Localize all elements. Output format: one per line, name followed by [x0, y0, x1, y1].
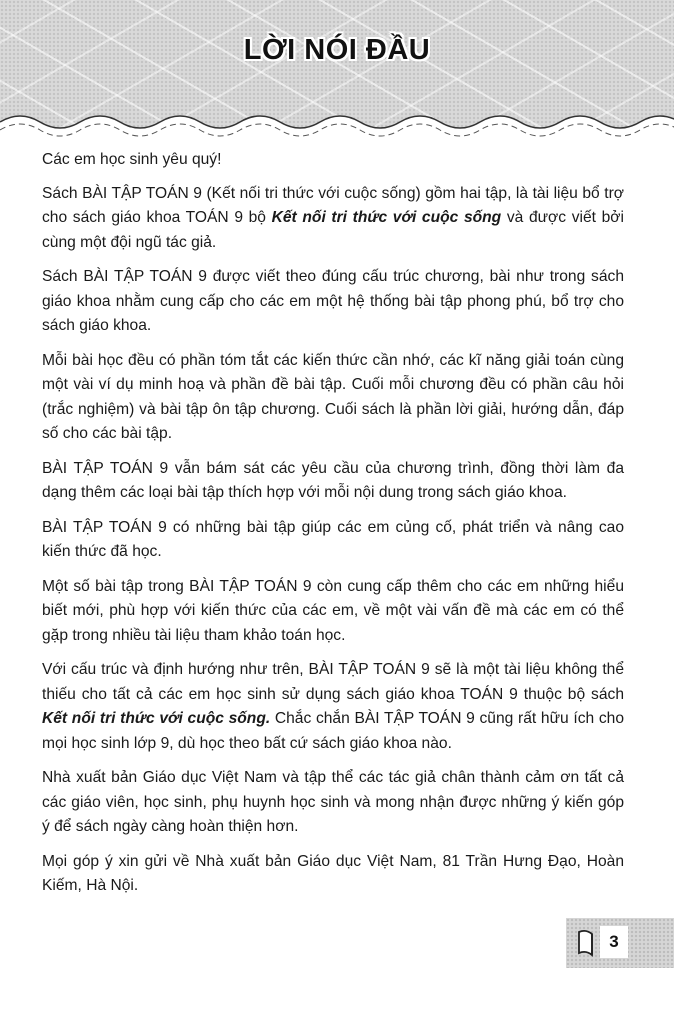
paragraph-1-text-b: và được viết bởi cùng một đội ngũ tác giả. — [42, 209, 624, 251]
paragraph-1 — [42, 182, 624, 256]
paragraph-4: BÀI TẬP TOÁN 9 vẫn bám sát các yêu cầu của chương trình, đồng thời làm đa dạng thêm các loại bài tập thích hợp với mỗi nội dung trong sách giáo khoa. — [42, 459, 624, 501]
paragraph-7 — [42, 658, 624, 756]
paragraph-6: Một số bài tập trong BÀI TẬP TOÁN 9 còn cung cấp thêm cho các em những hiểu biết mới, phù hợp với kiến thức của các em, về một vài vấn đề mà các em có thể gặp trong nhiều tài liệu tham khảo toán học. — [42, 577, 624, 644]
paragraph-5: BÀI TẬP TOÁN 9 có những bài tập giúp các em củng cố, phát triển và nâng cao kiến thức đã học. — [42, 518, 624, 560]
preface-body — [42, 148, 624, 909]
paragraph-8: Nhà xuất bản Giáo dục Việt Nam và tập thể các tác giả chân thành cảm ơn tất cả các giáo viên, học sinh, phụ huynh học sinh và mong nhận được những ý kiến góp ý để sách ngày càng hoàn thiện hơn. — [42, 769, 624, 835]
page-number: 3 — [600, 926, 628, 958]
paragraph-2: Sách BÀI TẬP TOÁN 9 được viết theo đúng cấu trúc chương, bài như trong sách giáo khoa nhằm cung cấp cho các em một hệ thống bài tập phong phú, bổ trợ cho sách giáo khoa. — [42, 268, 624, 334]
page-title: LỜI NÓI ĐẦU — [243, 34, 431, 66]
header-wave-divider — [0, 100, 674, 140]
paragraph-7-text-b: Chắc chắn BÀI TẬP TOÁN 9 cũng rất hữu ích cho mọi học sinh lớp 9, dù học theo bất cứ sách giáo khoa nào. — [42, 710, 624, 752]
series-name-emphasis-2: Kết nối tri thức với cuộc sống. — [42, 710, 271, 727]
series-name-emphasis: Kết nối tri thức với cuộc sống — [271, 209, 502, 226]
greeting: Các em học sinh yêu quý! — [42, 151, 222, 168]
paragraph-3: Mỗi bài học đều có phần tóm tắt các kiến thức cần nhớ, các kĩ năng giải toán cùng một vài ví dụ minh hoạ và phần đề bài tập. Cuối mỗi chương đều có phần câu hỏi (trắc nghiệm) và bài tập ôn tập chương. Cuối sách là phần lời giải, hướng dẫn, đáp số cho các bài tập. — [42, 351, 624, 442]
paragraph-7-text-a: Với cấu trúc và định hướng như trên, BÀI TẬP TOÁN 9 sẽ là một tài liệu không thể thiếu cho tất cả các em học sinh sử dụng sách giáo khoa TOÁN 9 thuộc bộ sách — [42, 661, 624, 703]
page-footer — [566, 918, 674, 968]
paragraph-9: Mọi góp ý xin gửi về Nhà xuất bản Giáo dục Việt Nam, 81 Trần Hưng Đạo, Hoàn Kiếm, Hà Nội. — [42, 852, 624, 894]
paragraph-1-text-a: Sách BÀI TẬP TOÁN 9 (Kết nối tri thức với cuộc sống) gồm hai tập, là tài liệu bổ trợ cho sách giáo khoa TOÁN 9 bộ — [42, 184, 624, 226]
